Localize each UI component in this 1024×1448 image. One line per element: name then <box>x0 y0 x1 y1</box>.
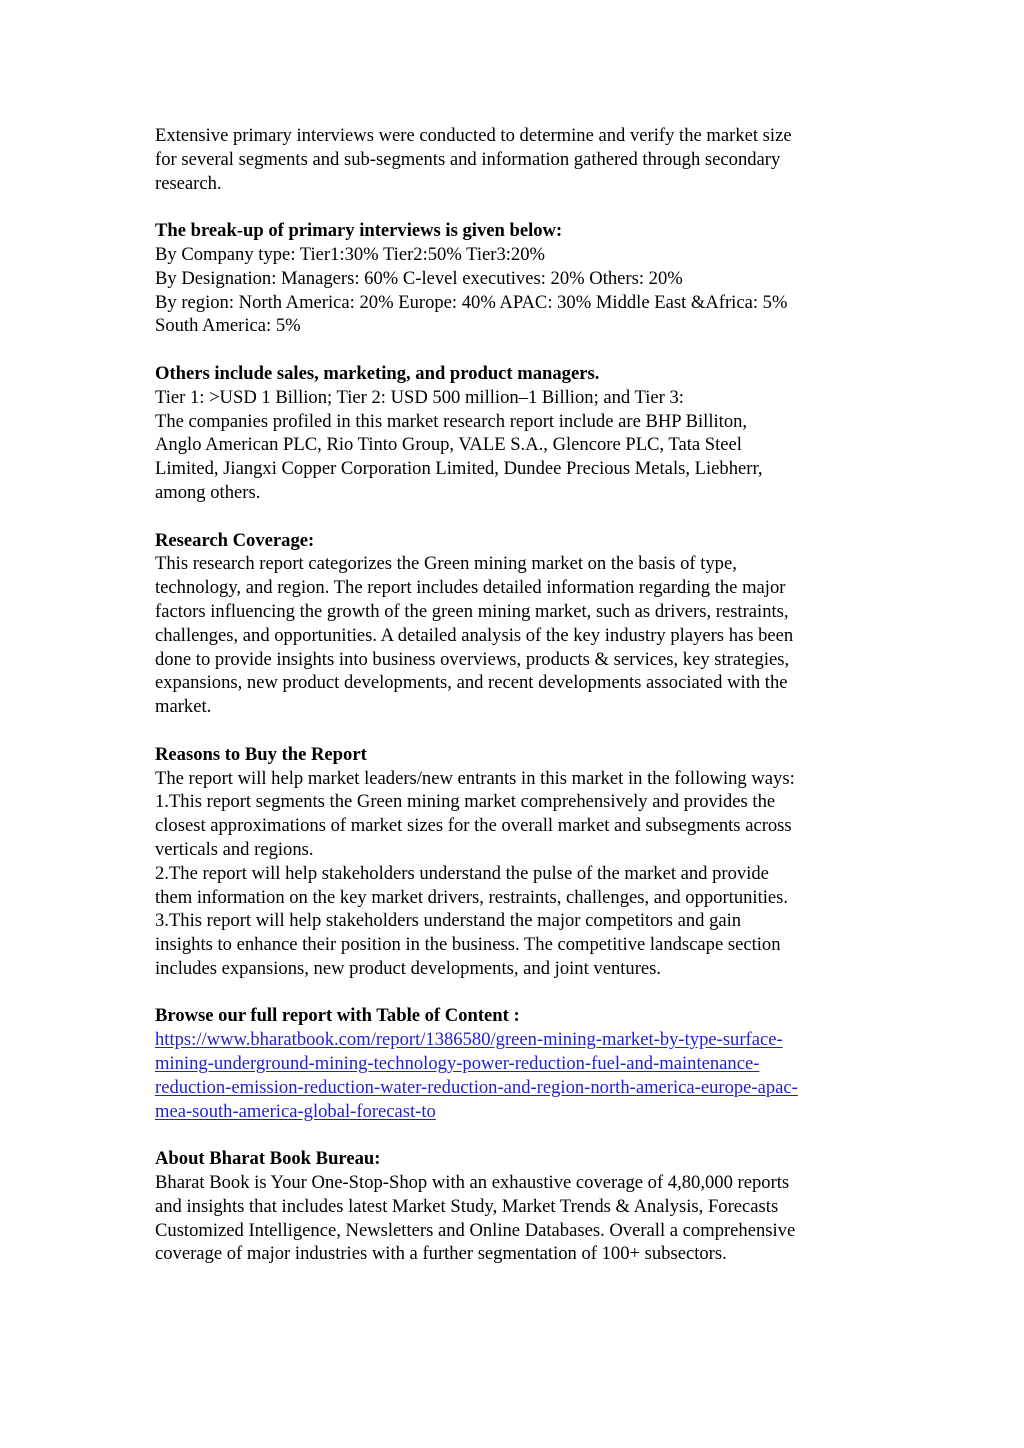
intro-line: Extensive primary interviews were conducted to determine and verify the market size <box>155 125 792 146</box>
paragraph-spacer <box>155 981 875 1005</box>
document-page <box>155 124 875 1266</box>
coverage-line: factors influencing the growth of the green mining market, such as drivers, restraints, <box>155 600 789 622</box>
about-line: and insights that includes latest Market Study, Market Trends & Analysis, Forecasts <box>155 1195 779 1217</box>
paragraph-spacer <box>155 338 875 362</box>
coverage-section <box>155 529 875 719</box>
coverage-line: expansions, new product developments, and recent developments associated with the <box>155 672 788 694</box>
breakup-heading: The break-up of primary interviews is given below: <box>155 220 563 242</box>
reasons-line: verticals and regions. <box>155 838 314 860</box>
coverage-line: market. <box>155 696 212 718</box>
intro-paragraph <box>155 124 875 195</box>
reasons-line: 3.This report will help stakeholders understand the major competitors and gain <box>155 910 742 932</box>
paragraph-spacer <box>155 505 875 529</box>
others-line: among others. <box>155 481 261 503</box>
paragraph-spacer <box>155 1123 875 1147</box>
others-heading: Others include sales, marketing, and product managers. <box>155 362 600 384</box>
others-line: Anglo American PLC, Rio Tinto Group, VALE S.A., Glencore PLC, Tata Steel <box>155 434 742 456</box>
coverage-line: done to provide insights into business overviews, products & services, key strategies, <box>155 648 790 670</box>
report-link-line[interactable]: mining-underground-mining-technology-power-reduction-fuel-and-maintenance- <box>155 1053 760 1075</box>
reasons-line: The report will help market leaders/new entrants in this market in the following ways: <box>155 767 795 789</box>
coverage-line: technology, and region. The report includes detailed information regarding the major <box>155 577 786 599</box>
others-line: Tier 1: >USD 1 Billion; Tier 2: USD 500 million–1 Billion; and Tier 3: <box>155 386 684 408</box>
reasons-line: closest approximations of market sizes for the overall market and subsegments across <box>155 815 792 837</box>
others-section <box>155 362 875 505</box>
reasons-line: 1.This report segments the Green mining market comprehensively and provides the <box>155 791 776 813</box>
about-line: Customized Intelligence, Newsletters and Online Databases. Overall a comprehensive <box>155 1219 796 1241</box>
reasons-line: 2.The report will help stakeholders understand the pulse of the market and provide <box>155 862 769 884</box>
breakup-line: By Designation: Managers: 60% C-level executives: 20% Others: 20% <box>155 267 683 289</box>
coverage-heading: Research Coverage: <box>155 529 315 551</box>
breakup-section <box>155 219 875 338</box>
report-link-line[interactable]: mea-south-america-global-forecast-to <box>155 1100 436 1122</box>
breakup-line: By region: North America: 20% Europe: 40% APAC: 30% Middle East &Africa: 5% <box>155 291 788 313</box>
about-line: Bharat Book is Your One-Stop-Shop with an exhaustive coverage of 4,80,000 reports <box>155 1172 790 1194</box>
browse-heading: Browse our full report with Table of Content : <box>155 1005 520 1027</box>
about-section <box>155 1147 875 1266</box>
reasons-line: insights to enhance their position in the business. The competitive landscape section <box>155 934 781 956</box>
intro-line: research. <box>155 172 222 194</box>
breakup-line: South America: 5% <box>155 315 301 337</box>
report-link[interactable] <box>155 1028 875 1123</box>
others-line: Limited, Jiangxi Copper Corporation Limited, Dundee Precious Metals, Liebherr, <box>155 458 763 480</box>
reasons-heading: Reasons to Buy the Report <box>155 743 367 765</box>
paragraph-spacer <box>155 719 875 743</box>
coverage-line: This research report categorizes the Green mining market on the basis of type, <box>155 553 737 575</box>
others-line: The companies profiled in this market research report include are BHP Billiton, <box>155 410 748 432</box>
report-link-line[interactable]: https://www.bharatbook.com/report/1386580/green-mining-market-by-type-surface- <box>155 1029 783 1051</box>
about-heading: About Bharat Book Bureau: <box>155 1148 381 1170</box>
reasons-line: them information on the key market drivers, restraints, challenges, and opportunities. <box>155 886 789 908</box>
reasons-line: includes expansions, new product developments, and joint ventures. <box>155 957 662 979</box>
browse-section <box>155 1004 875 1123</box>
coverage-line: challenges, and opportunities. A detailed analysis of the key industry players has been <box>155 624 794 646</box>
report-link-line[interactable]: reduction-emission-reduction-water-reduction-and-region-north-america-europe-apac- <box>155 1076 798 1098</box>
about-line: coverage of major industries with a further segmentation of 100+ subsectors. <box>155 1243 727 1265</box>
reasons-section <box>155 743 875 981</box>
intro-line: for several segments and sub-segments and information gathered through secondary <box>155 148 781 170</box>
paragraph-spacer <box>155 195 875 219</box>
breakup-line: By Company type: Tier1:30% Tier2:50% Tier3:20% <box>155 243 545 265</box>
